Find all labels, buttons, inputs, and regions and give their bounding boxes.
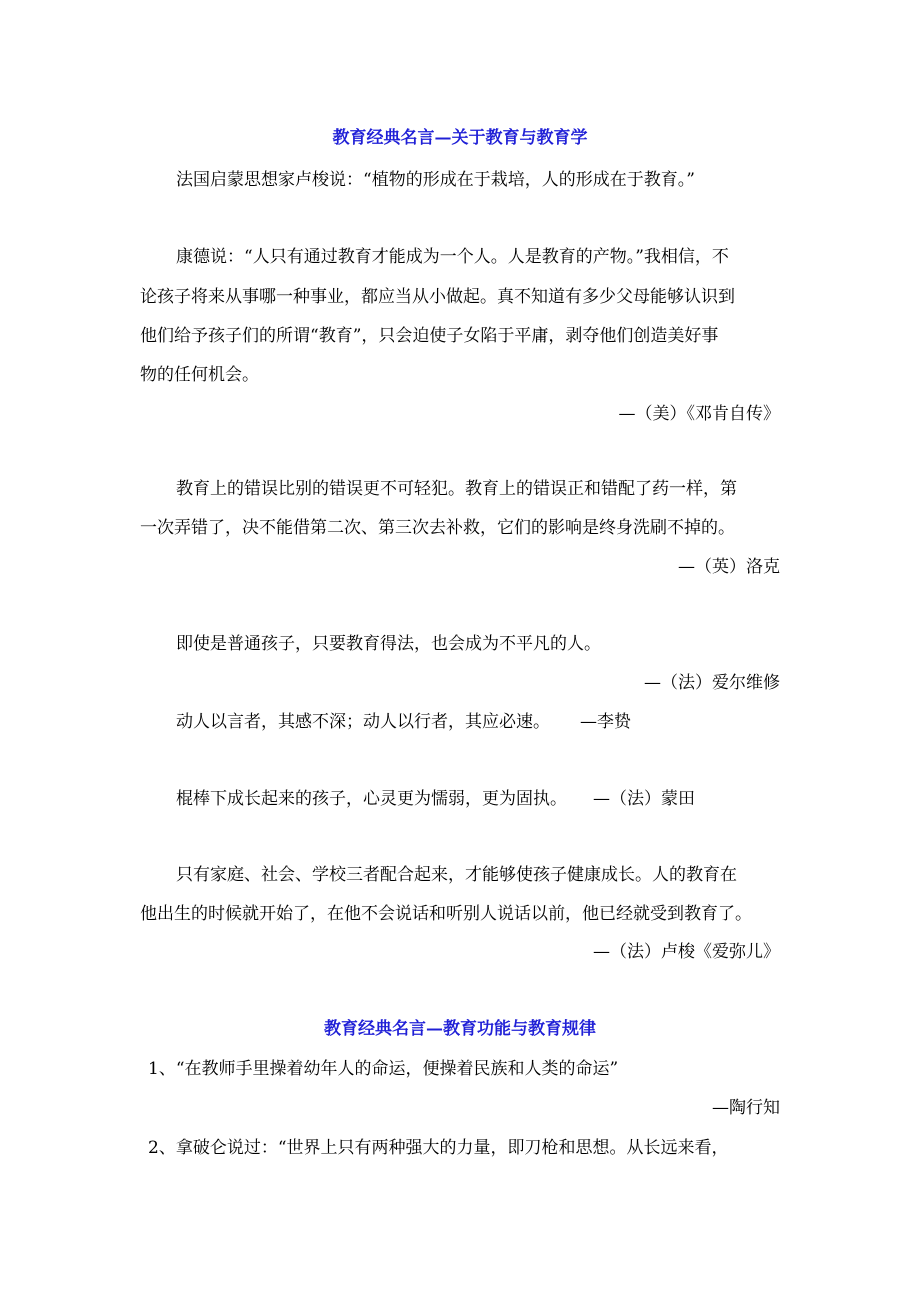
item2-napoleon: 2、拿破仑说过：“世界上只有两种强大的力量，即刀枪和思想。从长远来看， (148, 1138, 729, 1158)
quote-locke-line2: 一次弄错了，决不能借第二次、第三次去补救，它们的影响是终身洗刷不掉的。 (140, 518, 735, 538)
quote-helvetius: 即使是普通孩子，只要教育得法，也会成为不平凡的人。 (176, 634, 601, 654)
section1-title: 教育经典名言—关于教育与教育学 (332, 128, 588, 148)
quote-lizhi-source: —李贽 (580, 712, 631, 732)
quote-montaigne-text: 棍棒下成长起来的孩子，心灵更为懦弱，更为固执。 (176, 789, 567, 809)
quote-emile-line2: 他出生的时候就开始了，在他不会说话和听别人说话以前，他已经就受到教育了。 (140, 904, 752, 924)
item1-source: —陶行知 (712, 1098, 780, 1118)
quote-helvetius-source: —（法）爱尔维修 (644, 673, 780, 693)
quote-kant-line4: 物的任何机会。 (140, 365, 259, 385)
quote-emile-source: —（法）卢梭《爱弥儿》 (593, 942, 780, 962)
quote-kant-line2: 论孩子将来从事哪一种事业，都应当从小做起。真不知道有多少父母能够认识到 (140, 287, 735, 307)
quote-lizhi (176, 711, 631, 733)
quote-montaigne-source: —（法）蒙田 (593, 789, 695, 809)
quote-lizhi-text: 动人以言者，其感不深；动人以行者，其应必速。 (176, 712, 550, 732)
quote-emile-line1: 只有家庭、社会、学校三者配合起来，才能够使孩子健康成长。人的教育在 (176, 865, 737, 885)
quote-kant-source: —（美）《邓肯自传》 (618, 404, 780, 424)
quote-kant-line3: 他们给予孩子们的所谓“教育”，只会迫使子女陷于平庸，剥夺他们创造美好事 (140, 326, 719, 346)
section2-title: 教育经典名言—教育功能与教育规律 (324, 1019, 596, 1039)
item1-tao-xingzhi: 1、“在教师手里操着幼年人的命运，便操着民族和人类的命运” (148, 1059, 619, 1079)
quote-rousseau-plant: 法国启蒙思想家卢梭说：“植物的形成在于栽培，人的形成在于教育。” (176, 170, 695, 190)
quote-montaigne (176, 788, 695, 810)
quote-locke-source: —（英）洛克 (678, 557, 780, 577)
quote-locke-line1: 教育上的错误比别的错误更不可轻犯。教育上的错误正和错配了药一样，第 (176, 479, 737, 499)
quote-kant-line1: 康德说：“人只有通过教育才能成为一个人。人是教育的产物。”我相信，不 (176, 247, 729, 267)
